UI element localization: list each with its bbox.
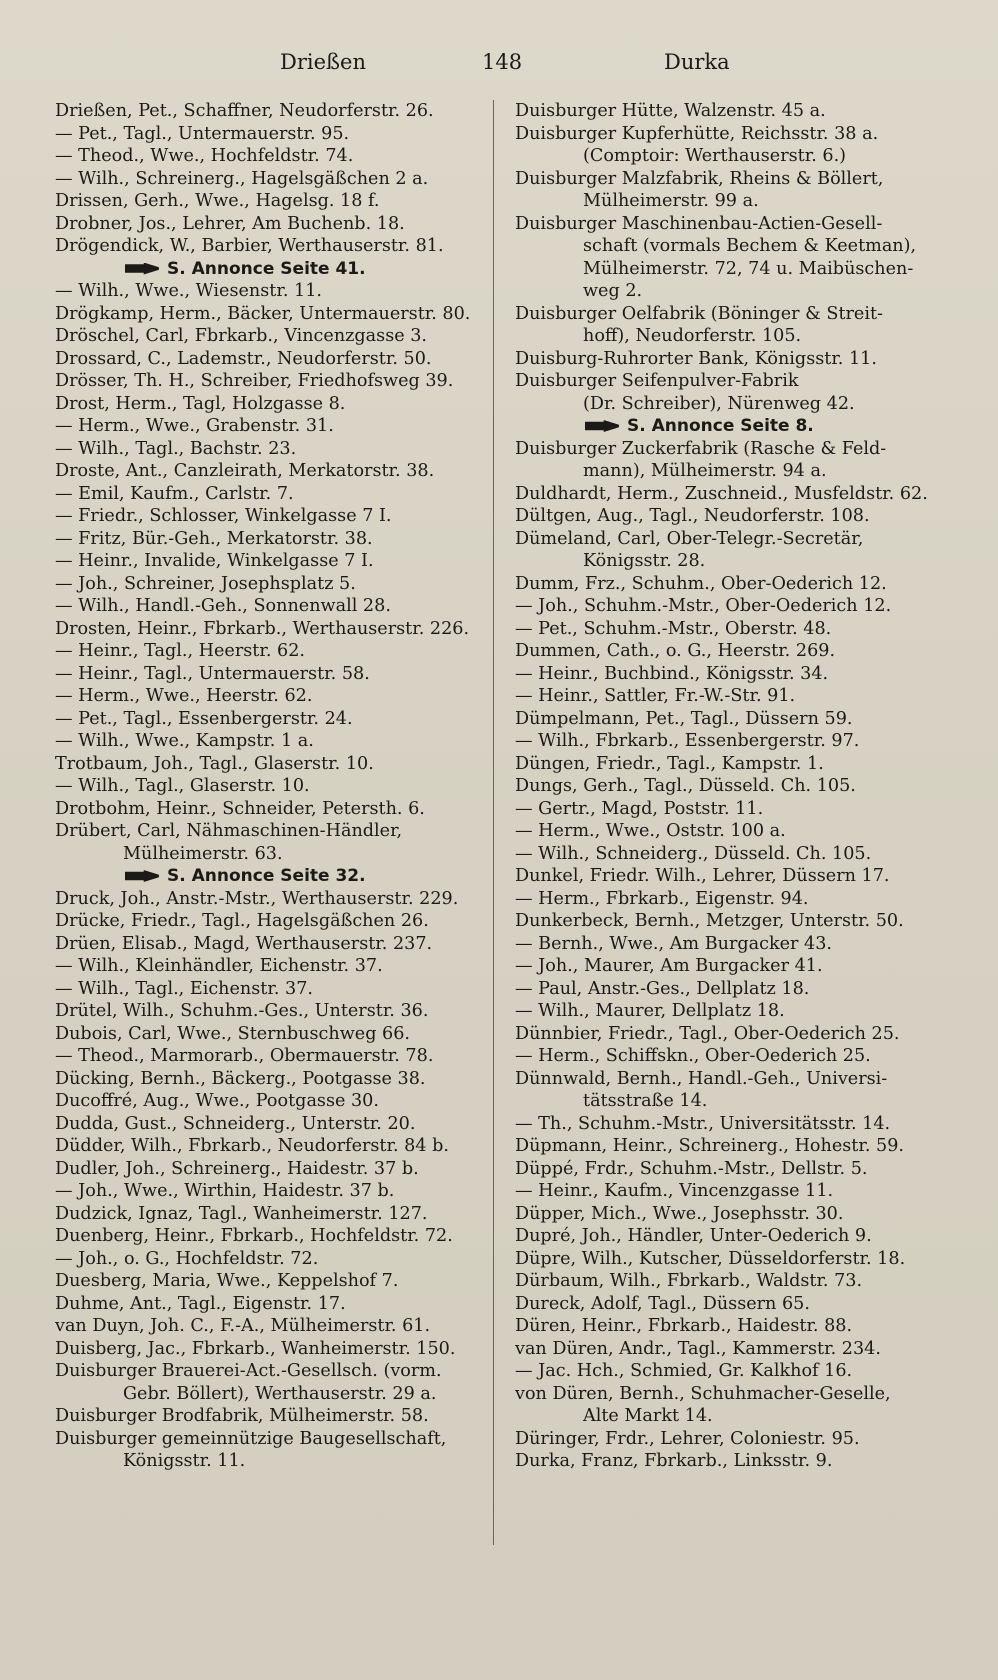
entry-text: Duhme, Ant., Tagl., Eigenstr. 17. [55, 1293, 346, 1314]
entry-text: — Herm., Fbrkarb., Eigenstr. 94. [515, 888, 809, 909]
directory-entry [515, 190, 950, 213]
directory-entry [55, 708, 490, 731]
directory-entry [515, 685, 950, 708]
directory-entry [515, 145, 950, 168]
entry-text: von Düren, Bernh., Schuhmacher-Geselle, [515, 1383, 891, 1404]
directory-entry [55, 528, 490, 551]
entry-text: Dunkerbeck, Bernh., Metzger, Unterstr. 50. [515, 911, 904, 931]
entry-text: Duisburger gemeinnützige Baugesellschaft, [55, 1428, 447, 1449]
entry-text: — Heinr., Tagl., Heerstr. 62. [55, 641, 305, 661]
entry-text: Dültgen, Aug., Tagl., Neudorferstr. 108. [515, 506, 870, 526]
directory-entry [55, 168, 490, 191]
directory-entry [55, 1158, 490, 1181]
entry-text: — Wilh., Wwe., Wiesenstr. 11. [55, 281, 322, 301]
entry-text: Duenberg, Heinr., Fbrkarb., Hochfeldstr. 72. [55, 1226, 453, 1246]
directory-entry [55, 1113, 490, 1136]
entry-text: Dummen, Cath., o. G., Heerstr. 269. [515, 641, 836, 661]
directory-entry [515, 1450, 950, 1473]
entry-text: — Wilh., Maurer, Dellplatz 18. [515, 1001, 785, 1021]
directory-entry [515, 1135, 950, 1158]
entry-text: Dürbaum, Wilh., Fbrkarb., Waldstr. 73. [515, 1271, 863, 1291]
right-column [515, 100, 950, 1473]
entry-text: — Heinr., Sattler, Fr.-W.-Str. 91. [515, 686, 796, 706]
entry-text: — Wilh., Schneiderg., Düsseld. Ch. 105. [515, 843, 872, 864]
directory-entry [515, 663, 950, 686]
directory-entry [55, 280, 490, 303]
entry-text: Mülheimerstr. 63. [123, 843, 283, 864]
directory-entry [55, 100, 490, 123]
entry-text: — Paul, Anstr.-Ges., Dellplatz 18. [515, 978, 810, 999]
left-column [55, 100, 490, 1473]
entry-text: Gebr. Böllert), Werthauserstr. 29 a. [123, 1383, 437, 1404]
entry-text: — Heinr., Buchbind., Königsstr. 34. [515, 663, 829, 684]
entry-text: Duisburg-Ruhrorter Bank, Königsstr. 11. [515, 348, 877, 369]
directory-entry [55, 798, 490, 821]
entry-text: (Comptoir: Werthauserstr. 6.) [583, 146, 847, 166]
directory-entry [55, 393, 490, 416]
entry-text: S. Annonce Seite 8. [627, 416, 814, 436]
header-right-word: Durka [664, 50, 730, 74]
directory-entry [55, 843, 490, 866]
entry-text: Duisburger Brodfabrik, Mülheimerstr. 58. [55, 1406, 429, 1426]
directory-entry [515, 573, 950, 596]
directory-entry [55, 1023, 490, 1046]
directory-entry [55, 370, 490, 393]
entry-text: Duisburger Brauerei-Act.-Gesellsch. (vorm. [55, 1361, 442, 1381]
entry-text: hoff), Neudorferstr. 105. [583, 326, 802, 346]
directory-entry [515, 1315, 950, 1338]
directory-entry [55, 190, 490, 213]
directory-entry [515, 1068, 950, 1091]
entry-text: Drissen, Gerh., Wwe., Hagelsg. 18 f. [55, 191, 380, 211]
entry-text: van Duyn, Joh. C., F.-A., Mülheimerstr. 61. [55, 1316, 431, 1336]
entry-text: — Emil, Kaufm., Carlstr. 7. [55, 483, 294, 504]
directory-entry [515, 910, 950, 933]
pointing-hand-icon [125, 263, 159, 275]
entry-text: — Heinr., Invalide, Winkelgasse 7 I. [55, 551, 374, 571]
directory-entry [515, 820, 950, 843]
directory-entry [55, 910, 490, 933]
directory-entry [515, 1270, 950, 1293]
entry-text: — Herm., Wwe., Oststr. 100 a. [515, 821, 786, 841]
directory-entry [55, 1045, 490, 1068]
entry-text: — Heinr., Kaufm., Vincenzgasse 11. [515, 1181, 834, 1201]
entry-text: Drösser, Th. H., Schreiber, Friedhofsweg 39. [55, 371, 454, 391]
entry-text: Duisburger Hütte, Walzenstr. 45 a. [515, 101, 826, 121]
directory-entry [515, 798, 950, 821]
entry-text: Drögendick, W., Barbier, Werthauserstr. 81. [55, 236, 444, 256]
directory-entry [515, 550, 950, 573]
entry-text: Drost, Herm., Tagl, Holzgasse 8. [55, 393, 346, 414]
entry-text: — Joh., Schuhm.-Mstr., Ober-Oederich 12. [515, 596, 892, 616]
entry-text: Dümpelmann, Pet., Tagl., Düssern 59. [515, 708, 853, 729]
directory-entry [515, 1405, 950, 1428]
entry-text: Düdder, Wilh., Fbrkarb., Neudorferstr. 84 b. [55, 1136, 449, 1156]
directory-entry [515, 1248, 950, 1271]
entry-text: Drießen, Pet., Schaffner, Neudorferstr. 26. [55, 101, 434, 121]
entry-text: — Wilh., Handl.-Geh., Sonnenwall 28. [55, 596, 391, 616]
entry-text: — Gertr., Magd, Poststr. 11. [515, 798, 764, 819]
entry-text: Duisburger Kupferhütte, Reichsstr. 38 a. [515, 123, 879, 144]
entry-text: — Wilh., Wwe., Kampstr. 1 a. [55, 731, 314, 751]
directory-entry [515, 865, 950, 888]
directory-entry [55, 1450, 490, 1473]
directory-entry [55, 1068, 490, 1091]
directory-entry [55, 438, 490, 461]
directory-entry [515, 1090, 950, 1113]
annonce-reference [515, 415, 950, 438]
entry-text: van Düren, Andr., Tagl., Kammerstr. 234. [515, 1338, 881, 1359]
entry-text: Dungs, Gerh., Tagl., Düsseld. Ch. 105. [515, 776, 856, 796]
entry-text: tätsstraße 14. [583, 1091, 708, 1111]
directory-entry [515, 708, 950, 731]
directory-entry [515, 1023, 950, 1046]
header-left-word: Drießen [280, 50, 366, 74]
entry-text: Königsstr. 11. [123, 1451, 246, 1471]
entry-text: Drotbohm, Heinr., Schneider, Petersth. 6. [55, 798, 425, 819]
directory-entry [55, 1383, 490, 1406]
entry-text: Duesberg, Maria, Wwe., Keppelshof 7. [55, 1271, 399, 1291]
directory-entry [515, 100, 950, 123]
directory-entry [55, 1135, 490, 1158]
directory-entry [55, 618, 490, 641]
entry-text: Duisburger Malzfabrik, Rheins & Böllert, [515, 168, 884, 189]
directory-entry [515, 1338, 950, 1361]
directory-entry [55, 775, 490, 798]
directory-entry [515, 213, 950, 236]
entry-text: Dupré, Joh., Händler, Unter-Oederich 9. [515, 1226, 872, 1246]
directory-entry [55, 1428, 490, 1451]
entry-text: S. Annonce Seite 32. [167, 866, 366, 886]
page-number: 148 [482, 50, 523, 74]
entry-text: Duisburger Oelfabrik (Böninger & Streit- [515, 303, 883, 324]
directory-entry [55, 145, 490, 168]
entry-text: — Pet., Schuhm.-Mstr., Oberstr. 48. [515, 618, 832, 639]
directory-entry [55, 325, 490, 348]
entry-text: Durka, Franz, Fbrkarb., Linksstr. 9. [515, 1451, 833, 1471]
directory-entry [55, 663, 490, 686]
directory-entry [55, 978, 490, 1001]
entry-text: — Friedr., Schlosser, Winkelgasse 7 I. [55, 506, 392, 526]
directory-entry [55, 460, 490, 483]
directory-entry [55, 550, 490, 573]
entry-text: Trotbaum, Joh., Tagl., Glaserstr. 10. [55, 753, 374, 774]
entry-text: Droste, Ant., Canzleirath, Merkatorstr. 38. [55, 461, 435, 481]
entry-text: Düpper, Mich., Wwe., Josephsstr. 30. [515, 1203, 844, 1224]
directory-entry [515, 348, 950, 371]
entry-text: Drücke, Friedr., Tagl., Hagelsgäßchen 26. [55, 911, 429, 931]
directory-entry [55, 1248, 490, 1271]
entry-text: — Bernh., Wwe., Am Burgacker 43. [515, 933, 833, 954]
entry-text: Dumm, Frz., Schuhm., Ober-Oederich 12. [515, 573, 887, 594]
directory-entry [515, 640, 950, 663]
entry-text: — Wilh., Schreinerg., Hagelsgäßchen 2 a. [55, 168, 429, 189]
directory-entry [515, 393, 950, 416]
directory-entry [515, 460, 950, 483]
entry-text: — Fritz, Bür.-Geh., Merkatorstr. 38. [55, 528, 373, 549]
entry-text: Duisburger Maschinenbau-Actien-Gesell- [515, 213, 883, 234]
page-header [0, 50, 998, 80]
directory-entry [55, 1338, 490, 1361]
entry-text: Alte Markt 14. [583, 1406, 713, 1426]
annonce-reference [55, 258, 490, 281]
entry-text: — Wilh., Kleinhändler, Eichenstr. 37. [55, 956, 383, 976]
directory-entry [55, 303, 490, 326]
directory-entry [55, 1405, 490, 1428]
directory-entry [55, 933, 490, 956]
directory-entry [515, 325, 950, 348]
entry-text: — Herm., Wwe., Heerstr. 62. [55, 686, 313, 706]
entry-text: Dröschel, Carl, Fbrkarb., Vincenzgasse 3. [55, 326, 428, 346]
entry-text: Duisburger Seifenpulver-Fabrik [515, 371, 799, 391]
directory-entry [515, 235, 950, 258]
entry-text: — Wilh., Fbrkarb., Essenbergerstr. 97. [515, 731, 860, 751]
entry-text: — Herm., Schiffskn., Ober-Oederich 25. [515, 1046, 871, 1066]
directory-entry [55, 685, 490, 708]
entry-text: Königsstr. 28. [583, 551, 706, 571]
entry-text: Drosten, Heinr., Fbrkarb., Werthauserstr. 226. [55, 618, 470, 639]
directory-entry [515, 280, 950, 303]
directory-entry [55, 1270, 490, 1293]
entry-text: Duisburger Zuckerfabrik (Rasche & Feld- [515, 438, 887, 459]
entry-text: — Theod., Wwe., Hochfeldstr. 74. [55, 146, 354, 166]
entry-text: Dudzick, Ignaz, Tagl., Wanheimerstr. 127. [55, 1203, 428, 1224]
directory-entry [515, 1158, 950, 1181]
entry-text: S. Annonce Seite 41. [167, 258, 366, 279]
directory-entry [515, 888, 950, 911]
entry-text: Dunkel, Friedr. Wilh., Lehrer, Düssern 17. [515, 866, 890, 886]
directory-entry [515, 1383, 950, 1406]
entry-text: Düren, Heinr., Fbrkarb., Haidestr. 88. [515, 1316, 853, 1336]
directory-entry [515, 955, 950, 978]
entry-text: Mülheimerstr. 72, 74 u. Maibüschen- [583, 258, 914, 279]
directory-entry [515, 505, 950, 528]
entry-text: Düringer, Frdr., Lehrer, Coloniestr. 95. [515, 1428, 860, 1449]
directory-entry [515, 753, 950, 776]
entry-text: Dureck, Adolf, Tagl., Düssern 65. [515, 1293, 810, 1314]
directory-entry [55, 640, 490, 663]
entry-text: Drübert, Carl, Nähmaschinen-Händler, [55, 821, 403, 841]
entry-text: — Pet., Tagl., Untermauerstr. 95. [55, 123, 350, 144]
directory-entry [515, 843, 950, 866]
directory-entry [55, 753, 490, 776]
entry-text: Mülheimerstr. 99 a. [583, 191, 759, 211]
entry-text: Dümeland, Carl, Ober-Telegr.-Secretär, [515, 528, 864, 549]
directory-entry [55, 483, 490, 506]
directory-entry [515, 528, 950, 551]
directory-entry [515, 618, 950, 641]
directory-entry [55, 348, 490, 371]
directory-entry [55, 595, 490, 618]
directory-entry [515, 303, 950, 326]
entry-text: Duldhardt, Herm., Zuschneid., Musfeldstr. 62. [515, 483, 928, 504]
entry-text: — Wilh., Tagl., Glaserstr. 10. [55, 776, 310, 796]
directory-entry [515, 168, 950, 191]
directory-entry [515, 978, 950, 1001]
entry-text: Druck, Joh., Anstr.-Mstr., Werthauserstr. 229. [55, 888, 459, 909]
entry-text: — Jac. Hch., Schmied, Gr. Kalkhof 16. [515, 1361, 853, 1381]
column-divider [493, 100, 494, 1545]
entry-text: Drüen, Elisab., Magd, Werthauserstr. 237. [55, 933, 433, 954]
directory-entry [55, 505, 490, 528]
directory-entry [515, 1000, 950, 1023]
entry-text: (Dr. Schreiber), Nürenweg 42. [583, 393, 855, 414]
entry-text: Dünnwald, Bernh., Handl.-Geh., Universi- [515, 1068, 888, 1089]
pointing-hand-icon [585, 420, 619, 432]
directory-entry [515, 258, 950, 281]
directory-entry [515, 123, 950, 146]
annonce-reference [55, 865, 490, 888]
directory-entry [55, 415, 490, 438]
entry-text: — Th., Schuhm.-Mstr., Universitätsstr. 14. [515, 1113, 891, 1134]
directory-entry [55, 1090, 490, 1113]
entry-text: — Herm., Wwe., Grabenstr. 31. [55, 416, 334, 436]
directory-entry [55, 1315, 490, 1338]
directory-entry [515, 1428, 950, 1451]
directory-entry [55, 1000, 490, 1023]
directory-entry [55, 1203, 490, 1226]
entry-text: — Pet., Tagl., Essenbergerstr. 24. [55, 708, 353, 729]
directory-entry [515, 438, 950, 461]
entry-text: schaft (vormals Bechem & Keetman), [583, 236, 917, 256]
entry-text: Düngen, Friedr., Tagl., Kampstr. 1. [515, 753, 824, 774]
entry-text: Dünnbier, Friedr., Tagl., Ober-Oederich 25. [515, 1023, 900, 1044]
entry-text: Dücking, Bernh., Bäckerg., Pootgasse 38. [55, 1068, 426, 1089]
entry-text: — Wilh., Tagl., Bachstr. 23. [55, 438, 297, 459]
entry-text: Duisberg, Jac., Fbrkarb., Wanheimerstr. 150. [55, 1338, 456, 1359]
directory-entry [515, 1203, 950, 1226]
entry-text: — Wilh., Tagl., Eichenstr. 37. [55, 978, 313, 999]
entry-text: Düpre, Wilh., Kutscher, Düsseldorferstr. 18. [515, 1248, 906, 1269]
directory-entry [55, 235, 490, 258]
directory-entry [515, 1360, 950, 1383]
directory-entry [515, 1180, 950, 1203]
directory-entry [55, 1360, 490, 1383]
directory-entry [55, 730, 490, 753]
directory-entry [515, 483, 950, 506]
entry-text: mann), Mülheimerstr. 94 a. [583, 461, 827, 481]
entry-text: Düppé, Frdr., Schuhm.-Mstr., Dellstr. 5. [515, 1158, 868, 1179]
entry-text: Drossard, C., Lademstr., Neudorferstr. 50. [55, 348, 432, 369]
pointing-hand-icon [125, 870, 159, 882]
directory-entry [515, 730, 950, 753]
entry-text: Drobner, Jos., Lehrer, Am Buchenb. 18. [55, 213, 405, 234]
directory-entry [515, 1293, 950, 1316]
entry-text: — Joh., Schreiner, Josephsplatz 5. [55, 573, 356, 594]
entry-text: — Joh., o. G., Hochfeldstr. 72. [55, 1248, 319, 1269]
entry-text: Ducoffré, Aug., Wwe., Pootgasse 30. [55, 1091, 379, 1111]
entry-text: — Joh., Maurer, Am Burgacker 41. [515, 956, 823, 976]
directory-entry [515, 775, 950, 798]
entry-text: Düpmann, Heinr., Schreinerg., Hohestr. 59. [515, 1136, 904, 1156]
directory-entry [515, 1225, 950, 1248]
directory-entry [515, 370, 950, 393]
directory-entry [55, 955, 490, 978]
entry-text: Dubois, Carl, Wwe., Sternbuschweg 66. [55, 1023, 411, 1044]
entry-text: — Joh., Wwe., Wirthin, Haidestr. 37 b. [55, 1181, 395, 1201]
directory-entry [515, 933, 950, 956]
directory-entry [55, 573, 490, 596]
entry-text: Dudda, Gust., Schneiderg., Unterstr. 20. [55, 1113, 416, 1134]
directory-entry [55, 820, 490, 843]
directory-entry [55, 1180, 490, 1203]
directory-entry [515, 595, 950, 618]
entry-text: — Heinr., Tagl., Untermauerstr. 58. [55, 663, 370, 684]
entry-text: Dudler, Joh., Schreinerg., Haidestr. 37 b. [55, 1158, 419, 1179]
directory-entry [55, 1293, 490, 1316]
entry-text: Drögkamp, Herm., Bäcker, Untermauerstr. 80. [55, 303, 471, 324]
directory-entry [515, 1045, 950, 1068]
entry-text: — Theod., Marmorarb., Obermauerstr. 78. [55, 1046, 434, 1066]
entry-text: weg 2. [583, 281, 643, 301]
entry-text: Drütel, Wilh., Schuhm.-Ges., Unterstr. 36. [55, 1001, 429, 1021]
directory-entry [55, 888, 490, 911]
directory-entry [55, 1225, 490, 1248]
directory-entry [55, 123, 490, 146]
directory-entry [515, 1113, 950, 1136]
directory-entry [55, 213, 490, 236]
